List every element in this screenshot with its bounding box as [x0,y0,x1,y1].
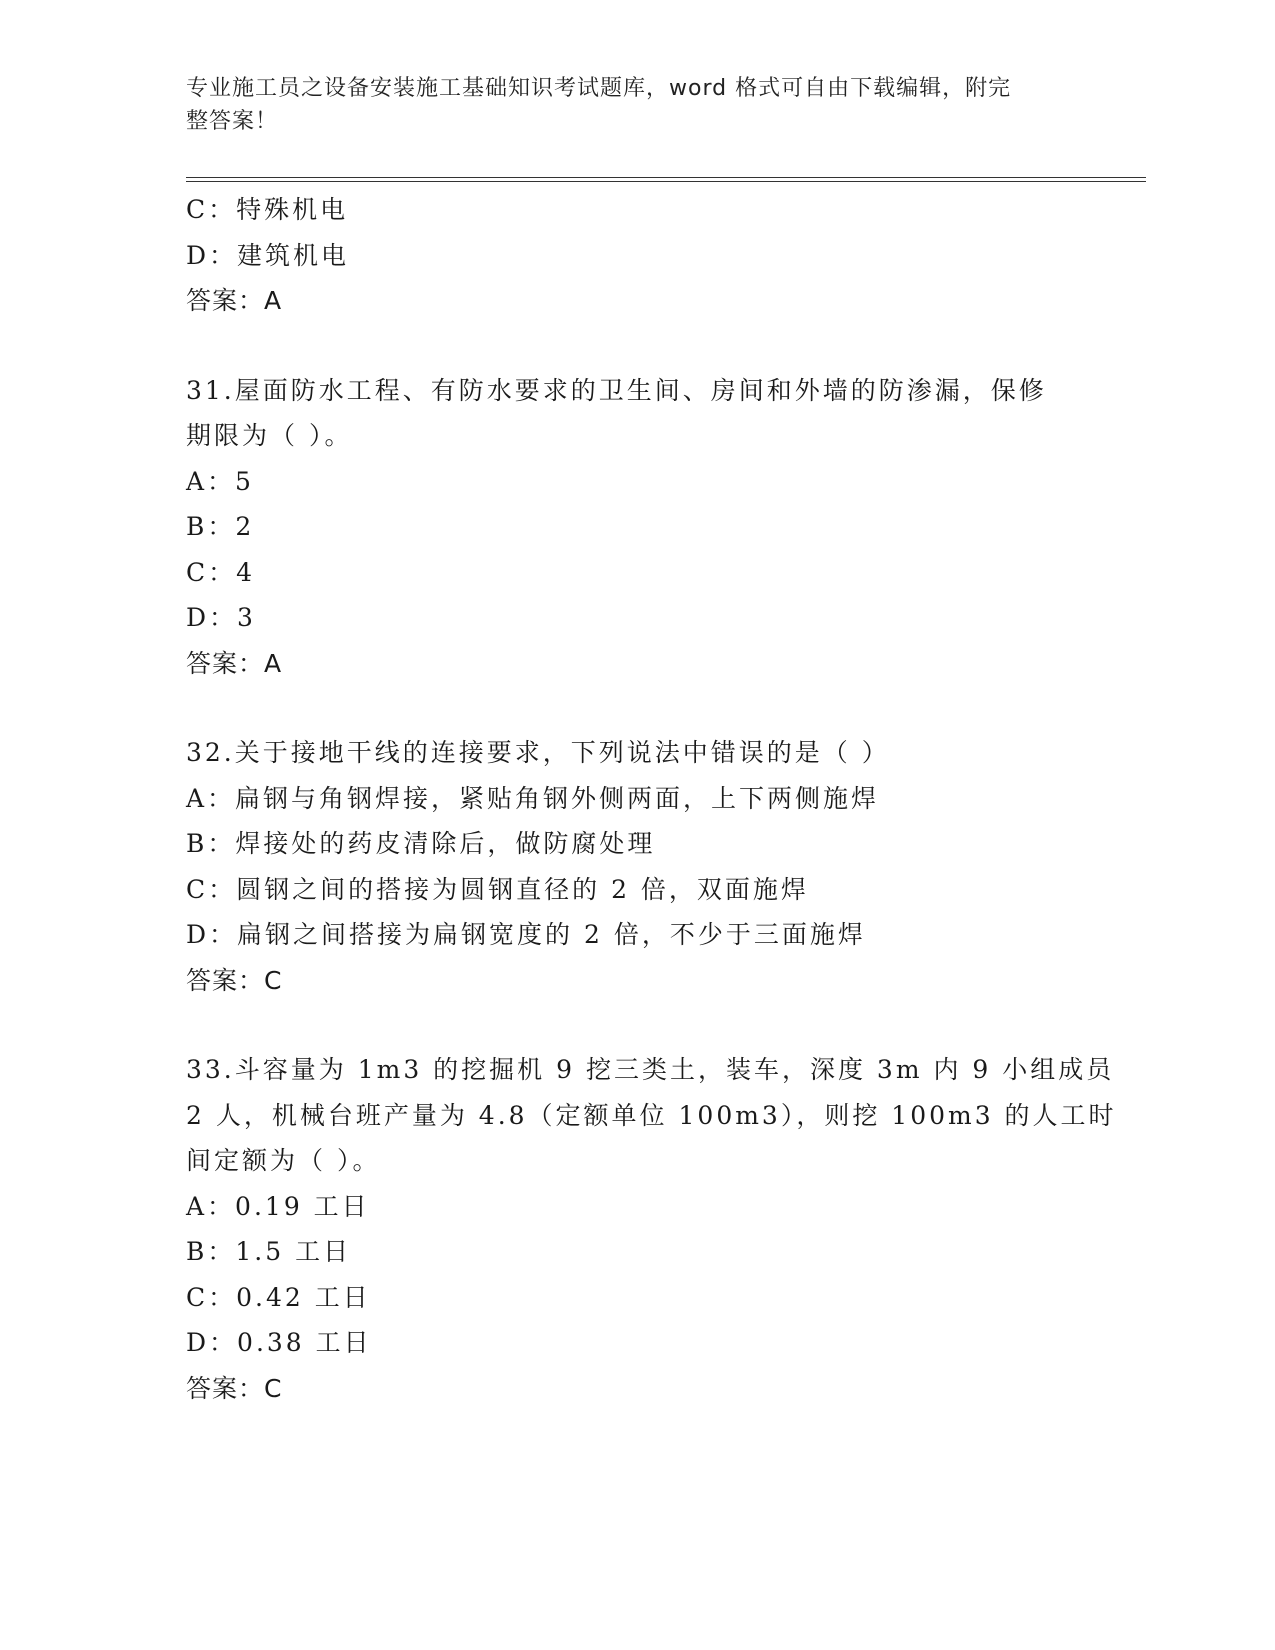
question-stem: 间定额为（ ）。 [186,1146,381,1175]
option-d: D：0.38 工日 [186,1328,372,1357]
option-d: D：扁钢之间搭接为扁钢宽度的 2 倍，不少于三面施焊 [186,920,866,949]
option-a: A：5 [186,466,254,496]
answer: 答案：C [186,965,283,995]
spacer [186,686,1086,730]
answer: 答案：C [186,1373,283,1403]
option-b: B：2 [186,512,255,541]
header-line-2: 整答案！ [186,109,279,134]
document-body [186,187,1117,1411]
option-c: C：特殊机电 [186,195,349,224]
option-a: A：0.19 工日 [186,1191,370,1221]
question-33 [186,1047,1117,1411]
question-stem: 31.屋面防水工程、有防水要求的卫生间、房间和外墙的防渗漏，保修 [186,375,1047,405]
question-stem: 32.关于接地干线的连接要求，下列说法中错误的是（ ） [186,738,890,767]
option-b: B：1.5 工日 [186,1237,352,1266]
option-d: D：3 [186,603,256,632]
header-line-1: 专业施工员之设备安装施工基础知识考试题库，word 格式可自由下载编辑，附完 [186,76,1012,101]
page-header [186,72,1066,138]
question-stem: 2 人，机械台班产量为 4.8（定额单位 100m3），则挖 100m3 的人工时 [186,1100,1117,1130]
option-c: C：0.42 工日 [186,1282,371,1312]
answer: 答案：A [186,648,283,678]
option-c: C：4 [186,557,256,587]
question-30-tail [186,187,1086,324]
question-32 [186,730,1086,1003]
option-a: A：扁钢与角钢焊接，紧贴角钢外侧两面，上下两侧施焊 [186,783,880,813]
spacer [186,324,1086,368]
question-31 [186,368,1086,687]
question-stem: 期限为（ ）。 [186,421,353,450]
option-b: B：焊接处的药皮清除后，做防腐处理 [186,829,656,858]
spacer [186,1003,1086,1047]
question-stem: 33.斗容量为 1m3 的挖掘机 9 挖三类土，装车，深度 3m 内 9 小组成员 [186,1055,1115,1084]
answer: 答案：A [186,286,283,315]
option-c: C：圆钢之间的搭接为圆钢直径的 2 倍，双面施焊 [186,874,809,904]
header-divider [186,177,1146,182]
option-d: D：建筑机电 [186,240,350,270]
